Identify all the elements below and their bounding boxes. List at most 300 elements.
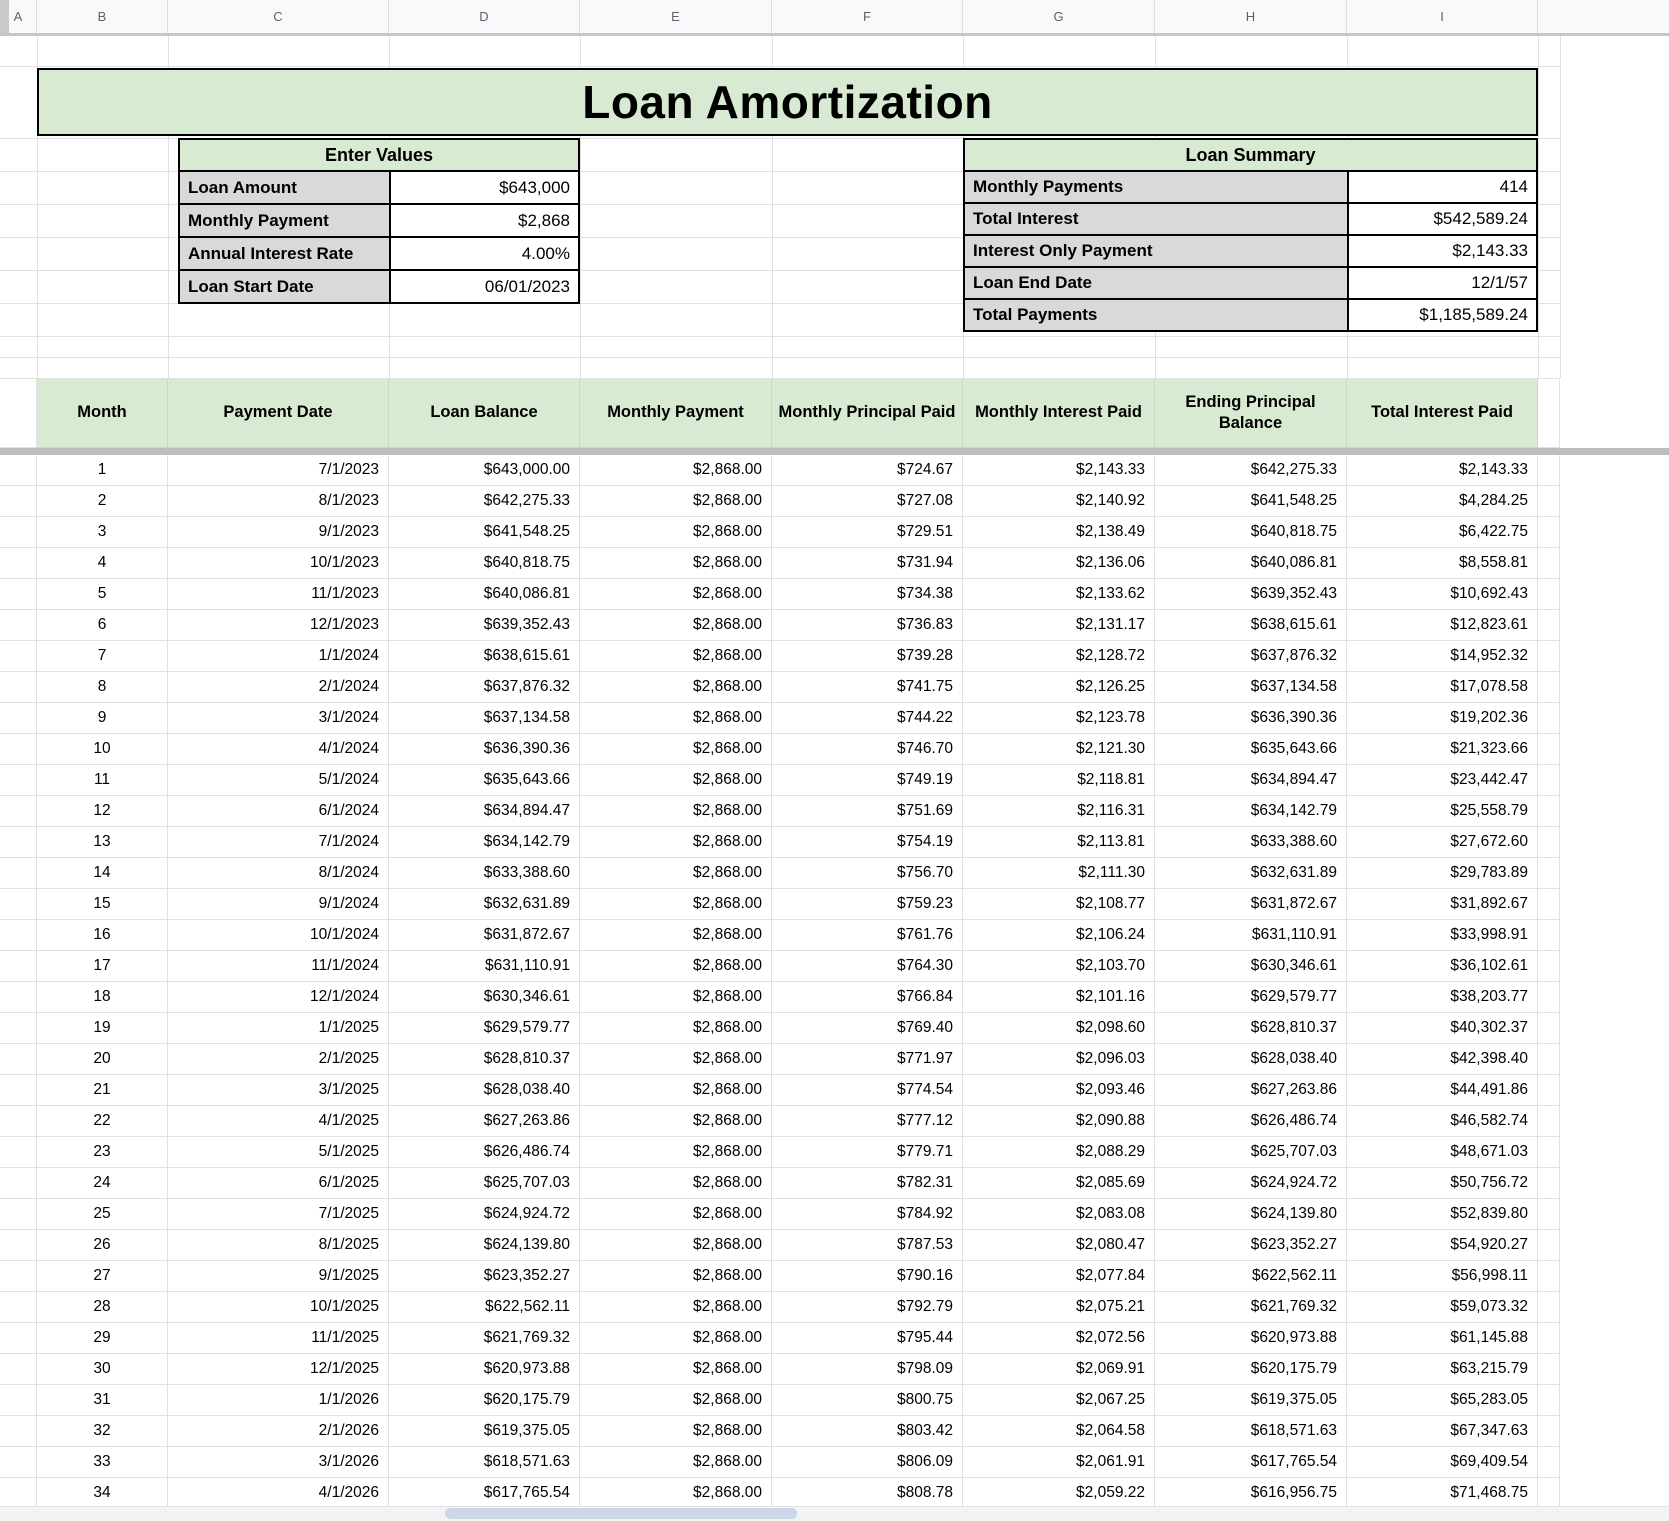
total-interest-paid-cell[interactable]: $33,998.91 bbox=[1347, 920, 1538, 951]
total-payments-label[interactable]: Total Payments bbox=[965, 300, 1349, 330]
monthly-principal-paid-cell[interactable]: $784.92 bbox=[772, 1199, 963, 1230]
month-cell[interactable]: 29 bbox=[37, 1323, 168, 1354]
row-gutter-cell[interactable] bbox=[0, 1044, 37, 1075]
loan-balance-cell[interactable]: $634,142.79 bbox=[389, 827, 580, 858]
payment-date-cell[interactable]: 9/1/2024 bbox=[168, 889, 389, 920]
month-cell[interactable]: 3 bbox=[37, 517, 168, 548]
payment-date-cell[interactable]: 12/1/2024 bbox=[168, 982, 389, 1013]
col-header-monthly-principal-paid[interactable]: Monthly Principal Paid bbox=[772, 379, 963, 448]
payment-date-cell[interactable]: 1/1/2026 bbox=[168, 1385, 389, 1416]
row-filler-cell[interactable] bbox=[1538, 1478, 1560, 1509]
ending-principal-balance-cell[interactable]: $629,579.77 bbox=[1155, 982, 1347, 1013]
monthly-principal-paid-cell[interactable]: $800.75 bbox=[772, 1385, 963, 1416]
loan-balance-cell[interactable]: $643,000.00 bbox=[389, 455, 580, 486]
payment-date-cell[interactable]: 3/1/2024 bbox=[168, 703, 389, 734]
month-cell[interactable]: 21 bbox=[37, 1075, 168, 1106]
month-cell[interactable]: 11 bbox=[37, 765, 168, 796]
total-interest-paid-cell[interactable]: $31,892.67 bbox=[1347, 889, 1538, 920]
row-gutter-cell[interactable] bbox=[0, 672, 37, 703]
monthly-interest-paid-cell[interactable]: $2,118.81 bbox=[963, 765, 1155, 796]
monthly-interest-paid-cell[interactable]: $2,064.58 bbox=[963, 1416, 1155, 1447]
ending-principal-balance-cell[interactable]: $642,275.33 bbox=[1155, 455, 1347, 486]
column-header-I[interactable]: I bbox=[1347, 0, 1538, 33]
monthly-principal-paid-cell[interactable]: $777.12 bbox=[772, 1106, 963, 1137]
loan-balance-cell[interactable]: $635,643.66 bbox=[389, 765, 580, 796]
loan-balance-cell[interactable]: $624,924.72 bbox=[389, 1199, 580, 1230]
ending-principal-balance-cell[interactable]: $628,038.40 bbox=[1155, 1044, 1347, 1075]
loan-balance-cell[interactable]: $640,818.75 bbox=[389, 548, 580, 579]
total-interest-paid-cell[interactable]: $40,302.37 bbox=[1347, 1013, 1538, 1044]
monthly-interest-paid-cell[interactable]: $2,098.60 bbox=[963, 1013, 1155, 1044]
monthly-payment-cell[interactable]: $2,868.00 bbox=[580, 703, 772, 734]
total-interest-paid-cell[interactable]: $63,215.79 bbox=[1347, 1354, 1538, 1385]
total-interest-paid-cell[interactable]: $6,422.75 bbox=[1347, 517, 1538, 548]
row-filler-cell[interactable] bbox=[1538, 734, 1560, 765]
monthly-interest-paid-cell[interactable]: $2,143.33 bbox=[963, 455, 1155, 486]
row-filler-cell[interactable] bbox=[1538, 579, 1560, 610]
total-interest-paid-cell[interactable]: $8,558.81 bbox=[1347, 548, 1538, 579]
total-interest-paid-cell[interactable]: $4,284.25 bbox=[1347, 486, 1538, 517]
monthly-payment-cell[interactable]: $2,868.00 bbox=[580, 734, 772, 765]
month-cell[interactable]: 25 bbox=[37, 1199, 168, 1230]
loan-summary-header[interactable]: Loan Summary bbox=[965, 140, 1536, 172]
monthly-payment-cell[interactable]: $2,868.00 bbox=[580, 920, 772, 951]
loan-balance-cell[interactable]: $640,086.81 bbox=[389, 579, 580, 610]
month-cell[interactable]: 14 bbox=[37, 858, 168, 889]
col-header-ending-principal-balance[interactable]: Ending Principal Balance bbox=[1155, 379, 1347, 448]
ending-principal-balance-cell[interactable]: $624,924.72 bbox=[1155, 1168, 1347, 1199]
monthly-payment-cell[interactable]: $2,868.00 bbox=[580, 579, 772, 610]
monthly-principal-paid-cell[interactable]: $782.31 bbox=[772, 1168, 963, 1199]
ending-principal-balance-cell[interactable]: $640,818.75 bbox=[1155, 517, 1347, 548]
ending-principal-balance-cell[interactable]: $636,390.36 bbox=[1155, 703, 1347, 734]
ending-principal-balance-cell[interactable]: $634,894.47 bbox=[1155, 765, 1347, 796]
monthly-payment-cell[interactable]: $2,868.00 bbox=[580, 1230, 772, 1261]
row-filler-cell[interactable] bbox=[1538, 1106, 1560, 1137]
row-gutter-cell[interactable] bbox=[0, 455, 37, 486]
monthly-principal-paid-cell[interactable]: $806.09 bbox=[772, 1447, 963, 1478]
payment-date-cell[interactable]: 5/1/2024 bbox=[168, 765, 389, 796]
payment-date-cell[interactable]: 9/1/2023 bbox=[168, 517, 389, 548]
payment-date-cell[interactable]: 1/1/2024 bbox=[168, 641, 389, 672]
row-gutter-cell[interactable] bbox=[0, 1075, 37, 1106]
monthly-interest-paid-cell[interactable]: $2,101.16 bbox=[963, 982, 1155, 1013]
loan-balance-cell[interactable]: $634,894.47 bbox=[389, 796, 580, 827]
row-filler-cell[interactable] bbox=[1538, 889, 1560, 920]
row-gutter-cell[interactable] bbox=[0, 1447, 37, 1478]
payment-date-cell[interactable]: 12/1/2023 bbox=[168, 610, 389, 641]
total-interest-paid-cell[interactable]: $69,409.54 bbox=[1347, 1447, 1538, 1478]
loan-balance-cell[interactable]: $618,571.63 bbox=[389, 1447, 580, 1478]
monthly-principal-paid-cell[interactable]: $787.53 bbox=[772, 1230, 963, 1261]
column-header-D[interactable]: D bbox=[389, 0, 580, 33]
payment-date-cell[interactable]: 4/1/2026 bbox=[168, 1478, 389, 1509]
monthly-payment-cell[interactable]: $2,868.00 bbox=[580, 1416, 772, 1447]
loan-balance-cell[interactable]: $631,872.67 bbox=[389, 920, 580, 951]
loan-balance-cell[interactable]: $625,707.03 bbox=[389, 1168, 580, 1199]
loan-balance-cell[interactable]: $630,346.61 bbox=[389, 982, 580, 1013]
monthly-payment-cell[interactable]: $2,868.00 bbox=[580, 827, 772, 858]
monthly-interest-paid-cell[interactable]: $2,077.84 bbox=[963, 1261, 1155, 1292]
month-cell[interactable]: 9 bbox=[37, 703, 168, 734]
loan-balance-cell[interactable]: $626,486.74 bbox=[389, 1137, 580, 1168]
total-interest-value[interactable]: $542,589.24 bbox=[1433, 209, 1528, 228]
row-filler-cell[interactable] bbox=[1538, 703, 1560, 734]
row-gutter-cell[interactable] bbox=[0, 486, 37, 517]
monthly-payment-label[interactable]: Monthly Payment bbox=[180, 205, 391, 236]
col-header-total-interest-paid[interactable]: Total Interest Paid bbox=[1347, 379, 1538, 448]
ending-principal-balance-cell[interactable]: $625,707.03 bbox=[1155, 1137, 1347, 1168]
monthly-interest-paid-cell[interactable]: $2,088.29 bbox=[963, 1137, 1155, 1168]
row-gutter-cell[interactable] bbox=[0, 548, 37, 579]
ending-principal-balance-cell[interactable]: $632,631.89 bbox=[1155, 858, 1347, 889]
payment-date-cell[interactable]: 10/1/2024 bbox=[168, 920, 389, 951]
total-interest-paid-cell[interactable]: $29,783.89 bbox=[1347, 858, 1538, 889]
loan-balance-cell[interactable]: $638,615.61 bbox=[389, 641, 580, 672]
loan-balance-cell[interactable]: $624,139.80 bbox=[389, 1230, 580, 1261]
loan-balance-cell[interactable]: $629,579.77 bbox=[389, 1013, 580, 1044]
row-gutter-cell[interactable] bbox=[0, 1478, 37, 1509]
monthly-principal-paid-cell[interactable]: $749.19 bbox=[772, 765, 963, 796]
monthly-interest-paid-cell[interactable]: $2,090.88 bbox=[963, 1106, 1155, 1137]
row-filler-cell[interactable] bbox=[1538, 982, 1560, 1013]
loan-balance-cell[interactable]: $641,548.25 bbox=[389, 517, 580, 548]
loan-balance-cell[interactable]: $637,134.58 bbox=[389, 703, 580, 734]
row-filler-cell[interactable] bbox=[1538, 1447, 1560, 1478]
column-header-A[interactable]: A bbox=[0, 0, 37, 33]
total-interest-paid-cell[interactable]: $44,491.86 bbox=[1347, 1075, 1538, 1106]
monthly-payment-value[interactable]: $2,868 bbox=[518, 210, 570, 230]
monthly-interest-paid-cell[interactable]: $2,072.56 bbox=[963, 1323, 1155, 1354]
row-gutter-cell[interactable] bbox=[0, 641, 37, 672]
monthly-interest-paid-cell[interactable]: $2,140.92 bbox=[963, 486, 1155, 517]
monthly-interest-paid-cell[interactable]: $2,093.46 bbox=[963, 1075, 1155, 1106]
monthly-interest-paid-cell[interactable]: $2,113.81 bbox=[963, 827, 1155, 858]
row-gutter-cell[interactable] bbox=[0, 982, 37, 1013]
row-filler-cell[interactable] bbox=[1538, 1261, 1560, 1292]
row-filler-cell[interactable] bbox=[1538, 765, 1560, 796]
monthly-principal-paid-cell[interactable]: $798.09 bbox=[772, 1354, 963, 1385]
payment-date-cell[interactable]: 2/1/2026 bbox=[168, 1416, 389, 1447]
loan-amount-value[interactable]: $643,000 bbox=[499, 177, 570, 197]
monthly-principal-paid-cell[interactable]: $779.71 bbox=[772, 1137, 963, 1168]
total-interest-paid-cell[interactable]: $65,283.05 bbox=[1347, 1385, 1538, 1416]
ending-principal-balance-cell[interactable]: $623,352.27 bbox=[1155, 1230, 1347, 1261]
ending-principal-balance-cell[interactable]: $618,571.63 bbox=[1155, 1416, 1347, 1447]
row-gutter-cell[interactable] bbox=[0, 1385, 37, 1416]
total-interest-paid-cell[interactable]: $42,398.40 bbox=[1347, 1044, 1538, 1075]
total-interest-paid-cell[interactable]: $61,145.88 bbox=[1347, 1323, 1538, 1354]
total-interest-label[interactable]: Total Interest bbox=[965, 204, 1349, 234]
loan-balance-cell[interactable]: $620,175.79 bbox=[389, 1385, 580, 1416]
monthly-payment-cell[interactable]: $2,868.00 bbox=[580, 641, 772, 672]
month-cell[interactable]: 33 bbox=[37, 1447, 168, 1478]
ending-principal-balance-cell[interactable]: $617,765.54 bbox=[1155, 1447, 1347, 1478]
monthly-interest-paid-cell[interactable]: $2,121.30 bbox=[963, 734, 1155, 765]
monthly-principal-paid-cell[interactable]: $761.76 bbox=[772, 920, 963, 951]
monthly-payment-cell[interactable]: $2,868.00 bbox=[580, 1478, 772, 1509]
ending-principal-balance-cell[interactable]: $626,486.74 bbox=[1155, 1106, 1347, 1137]
row-filler-cell[interactable] bbox=[1538, 1075, 1560, 1106]
payment-date-cell[interactable]: 7/1/2023 bbox=[168, 455, 389, 486]
payment-date-cell[interactable]: 4/1/2025 bbox=[168, 1106, 389, 1137]
monthly-payment-cell[interactable]: $2,868.00 bbox=[580, 982, 772, 1013]
monthly-principal-paid-cell[interactable]: $731.94 bbox=[772, 548, 963, 579]
monthly-payment-cell[interactable]: $2,868.00 bbox=[580, 1044, 772, 1075]
total-interest-paid-cell[interactable]: $54,920.27 bbox=[1347, 1230, 1538, 1261]
annual-interest-rate-value[interactable]: 4.00% bbox=[521, 243, 570, 263]
horizontal-scrollbar-thumb[interactable] bbox=[445, 1508, 797, 1519]
row-filler-cell[interactable] bbox=[1538, 1354, 1560, 1385]
monthly-interest-paid-cell[interactable]: $2,138.49 bbox=[963, 517, 1155, 548]
monthly-payment-cell[interactable]: $2,868.00 bbox=[580, 765, 772, 796]
horizontal-scrollbar-track[interactable] bbox=[0, 1506, 1669, 1521]
col-header-monthly-interest-paid[interactable]: Monthly Interest Paid bbox=[963, 379, 1155, 448]
row-filler-cell[interactable] bbox=[1538, 1137, 1560, 1168]
row-filler-cell[interactable] bbox=[1538, 641, 1560, 672]
month-cell[interactable]: 16 bbox=[37, 920, 168, 951]
total-interest-paid-cell[interactable]: $21,323.66 bbox=[1347, 734, 1538, 765]
monthly-interest-paid-cell[interactable]: $2,059.22 bbox=[963, 1478, 1155, 1509]
monthly-interest-paid-cell[interactable]: $2,096.03 bbox=[963, 1044, 1155, 1075]
payment-date-cell[interactable]: 5/1/2025 bbox=[168, 1137, 389, 1168]
col-header-loan-balance[interactable]: Loan Balance bbox=[389, 379, 580, 448]
row-gutter-cell[interactable] bbox=[0, 579, 37, 610]
column-header-E[interactable]: E bbox=[580, 0, 772, 33]
row-filler-cell[interactable] bbox=[1538, 858, 1560, 889]
row-gutter-cell[interactable] bbox=[0, 517, 37, 548]
row-filler-cell[interactable] bbox=[1538, 517, 1560, 548]
row-gutter-cell[interactable] bbox=[0, 827, 37, 858]
annual-interest-rate-label[interactable]: Annual Interest Rate bbox=[180, 238, 391, 269]
column-header-F[interactable]: F bbox=[772, 0, 963, 33]
monthly-interest-paid-cell[interactable]: $2,075.21 bbox=[963, 1292, 1155, 1323]
monthly-payment-cell[interactable]: $2,868.00 bbox=[580, 1075, 772, 1106]
monthly-principal-paid-cell[interactable]: $729.51 bbox=[772, 517, 963, 548]
row-gutter-cell[interactable] bbox=[0, 796, 37, 827]
monthly-interest-paid-cell[interactable]: $2,085.69 bbox=[963, 1168, 1155, 1199]
monthly-payment-cell[interactable]: $2,868.00 bbox=[580, 1292, 772, 1323]
month-cell[interactable]: 13 bbox=[37, 827, 168, 858]
row-gutter-cell[interactable] bbox=[0, 1106, 37, 1137]
row-gutter-cell[interactable] bbox=[0, 920, 37, 951]
payment-date-cell[interactable]: 7/1/2024 bbox=[168, 827, 389, 858]
payment-date-cell[interactable]: 1/1/2025 bbox=[168, 1013, 389, 1044]
monthly-payment-cell[interactable]: $2,868.00 bbox=[580, 1354, 772, 1385]
total-interest-paid-cell[interactable]: $36,102.61 bbox=[1347, 951, 1538, 982]
row-filler-cell[interactable] bbox=[1538, 548, 1560, 579]
total-interest-paid-cell[interactable]: $2,143.33 bbox=[1347, 455, 1538, 486]
total-interest-paid-cell[interactable]: $17,078.58 bbox=[1347, 672, 1538, 703]
monthly-interest-paid-cell[interactable]: $2,080.47 bbox=[963, 1230, 1155, 1261]
loan-start-date-label[interactable]: Loan Start Date bbox=[180, 271, 391, 302]
total-interest-paid-cell[interactable]: $52,839.80 bbox=[1347, 1199, 1538, 1230]
row-filler-cell[interactable] bbox=[1538, 796, 1560, 827]
monthly-principal-paid-cell[interactable]: $766.84 bbox=[772, 982, 963, 1013]
row-filler-cell[interactable] bbox=[1538, 827, 1560, 858]
monthly-principal-paid-cell[interactable]: $759.23 bbox=[772, 889, 963, 920]
loan-balance-cell[interactable]: $628,810.37 bbox=[389, 1044, 580, 1075]
monthly-payment-cell[interactable]: $2,868.00 bbox=[580, 951, 772, 982]
payment-date-cell[interactable]: 11/1/2023 bbox=[168, 579, 389, 610]
col-header-month[interactable]: Month bbox=[37, 379, 168, 448]
interest-only-payment-value[interactable]: $2,143.33 bbox=[1452, 241, 1528, 260]
row-gutter-cell[interactable] bbox=[0, 1230, 37, 1261]
row-filler-cell[interactable] bbox=[1538, 951, 1560, 982]
payment-date-cell[interactable]: 8/1/2024 bbox=[168, 858, 389, 889]
monthly-payment-cell[interactable]: $2,868.00 bbox=[580, 1137, 772, 1168]
monthly-principal-paid-cell[interactable]: $724.67 bbox=[772, 455, 963, 486]
month-cell[interactable]: 15 bbox=[37, 889, 168, 920]
payment-date-cell[interactable]: 3/1/2025 bbox=[168, 1075, 389, 1106]
monthly-payment-cell[interactable]: $2,868.00 bbox=[580, 455, 772, 486]
loan-balance-cell[interactable]: $621,769.32 bbox=[389, 1323, 580, 1354]
payment-date-cell[interactable]: 11/1/2024 bbox=[168, 951, 389, 982]
payment-date-cell[interactable]: 9/1/2025 bbox=[168, 1261, 389, 1292]
total-payments-value[interactable]: $1,185,589.24 bbox=[1419, 305, 1528, 324]
monthly-interest-paid-cell[interactable]: $2,131.17 bbox=[963, 610, 1155, 641]
row-gutter-cell[interactable] bbox=[0, 1416, 37, 1447]
monthly-interest-paid-cell[interactable]: $2,123.78 bbox=[963, 703, 1155, 734]
row-filler-cell[interactable] bbox=[1538, 920, 1560, 951]
ending-principal-balance-cell[interactable]: $620,973.88 bbox=[1155, 1323, 1347, 1354]
row-gutter-cell[interactable] bbox=[0, 1168, 37, 1199]
monthly-principal-paid-cell[interactable]: $756.70 bbox=[772, 858, 963, 889]
ending-principal-balance-cell[interactable]: $631,110.91 bbox=[1155, 920, 1347, 951]
col-header-monthly-payment[interactable]: Monthly Payment bbox=[580, 379, 772, 448]
row-filler-cell[interactable] bbox=[1538, 1292, 1560, 1323]
row-filler-cell[interactable] bbox=[1538, 1199, 1560, 1230]
total-interest-paid-cell[interactable]: $56,998.11 bbox=[1347, 1261, 1538, 1292]
column-header-B[interactable]: B bbox=[37, 0, 168, 33]
payment-date-cell[interactable]: 3/1/2026 bbox=[168, 1447, 389, 1478]
row-gutter-cell[interactable] bbox=[0, 1137, 37, 1168]
payment-date-cell[interactable]: 4/1/2024 bbox=[168, 734, 389, 765]
month-cell[interactable]: 22 bbox=[37, 1106, 168, 1137]
row-gutter-cell[interactable] bbox=[0, 765, 37, 796]
row-gutter-cell[interactable] bbox=[0, 1292, 37, 1323]
loan-amount-label[interactable]: Loan Amount bbox=[180, 172, 391, 203]
ending-principal-balance-cell[interactable]: $631,872.67 bbox=[1155, 889, 1347, 920]
ending-principal-balance-cell[interactable]: $628,810.37 bbox=[1155, 1013, 1347, 1044]
monthly-principal-paid-cell[interactable]: $774.54 bbox=[772, 1075, 963, 1106]
row-filler-cell[interactable] bbox=[1538, 672, 1560, 703]
row-filler-cell[interactable] bbox=[1538, 1416, 1560, 1447]
column-header-G[interactable]: G bbox=[963, 0, 1155, 33]
month-cell[interactable]: 28 bbox=[37, 1292, 168, 1323]
monthly-payment-cell[interactable]: $2,868.00 bbox=[580, 672, 772, 703]
ending-principal-balance-cell[interactable]: $630,346.61 bbox=[1155, 951, 1347, 982]
month-cell[interactable]: 30 bbox=[37, 1354, 168, 1385]
ending-principal-balance-cell[interactable]: $620,175.79 bbox=[1155, 1354, 1347, 1385]
monthly-interest-paid-cell[interactable]: $2,061.91 bbox=[963, 1447, 1155, 1478]
month-cell[interactable]: 20 bbox=[37, 1044, 168, 1075]
total-interest-paid-cell[interactable]: $14,952.32 bbox=[1347, 641, 1538, 672]
monthly-payment-cell[interactable]: $2,868.00 bbox=[580, 1385, 772, 1416]
monthly-interest-paid-cell[interactable]: $2,108.77 bbox=[963, 889, 1155, 920]
monthly-principal-paid-cell[interactable]: $736.83 bbox=[772, 610, 963, 641]
loan-balance-cell[interactable]: $628,038.40 bbox=[389, 1075, 580, 1106]
month-cell[interactable]: 2 bbox=[37, 486, 168, 517]
payment-date-cell[interactable]: 8/1/2023 bbox=[168, 486, 389, 517]
row-gutter-cell[interactable] bbox=[0, 610, 37, 641]
row-filler-cell[interactable] bbox=[1538, 1230, 1560, 1261]
total-interest-paid-cell[interactable]: $59,073.32 bbox=[1347, 1292, 1538, 1323]
payment-date-cell[interactable]: 11/1/2025 bbox=[168, 1323, 389, 1354]
monthly-payment-cell[interactable]: $2,868.00 bbox=[580, 1013, 772, 1044]
row-gutter-cell[interactable] bbox=[0, 703, 37, 734]
row-gutter-cell[interactable] bbox=[0, 734, 37, 765]
column-header-H[interactable]: H bbox=[1155, 0, 1347, 33]
monthly-principal-paid-cell[interactable]: $803.42 bbox=[772, 1416, 963, 1447]
month-cell[interactable]: 19 bbox=[37, 1013, 168, 1044]
monthly-interest-paid-cell[interactable]: $2,136.06 bbox=[963, 548, 1155, 579]
row-filler-cell[interactable] bbox=[1538, 486, 1560, 517]
payment-date-cell[interactable]: 8/1/2025 bbox=[168, 1230, 389, 1261]
monthly-interest-paid-cell[interactable]: $2,116.31 bbox=[963, 796, 1155, 827]
monthly-principal-paid-cell[interactable]: $769.40 bbox=[772, 1013, 963, 1044]
row-filler-cell[interactable] bbox=[1538, 455, 1560, 486]
row-gutter-cell[interactable] bbox=[0, 1323, 37, 1354]
row-gutter-cell[interactable] bbox=[0, 858, 37, 889]
total-interest-paid-cell[interactable]: $67,347.63 bbox=[1347, 1416, 1538, 1447]
month-cell[interactable]: 5 bbox=[37, 579, 168, 610]
month-cell[interactable]: 34 bbox=[37, 1478, 168, 1509]
month-cell[interactable]: 17 bbox=[37, 951, 168, 982]
monthly-principal-paid-cell[interactable]: $751.69 bbox=[772, 796, 963, 827]
enter-values-header[interactable]: Enter Values bbox=[180, 140, 578, 172]
loan-balance-cell[interactable]: $636,390.36 bbox=[389, 734, 580, 765]
ending-principal-balance-cell[interactable]: $621,769.32 bbox=[1155, 1292, 1347, 1323]
interest-only-payment-label[interactable]: Interest Only Payment bbox=[965, 236, 1349, 266]
payment-date-cell[interactable]: 7/1/2025 bbox=[168, 1199, 389, 1230]
row-gutter-cell[interactable] bbox=[0, 889, 37, 920]
loan-balance-cell[interactable]: $623,352.27 bbox=[389, 1261, 580, 1292]
total-interest-paid-cell[interactable]: $46,582.74 bbox=[1347, 1106, 1538, 1137]
loan-balance-cell[interactable]: $622,562.11 bbox=[389, 1292, 580, 1323]
loan-end-date-value[interactable]: 12/1/57 bbox=[1471, 273, 1528, 292]
monthly-payment-cell[interactable]: $2,868.00 bbox=[580, 889, 772, 920]
ending-principal-balance-cell[interactable]: $637,134.58 bbox=[1155, 672, 1347, 703]
row-filler-cell[interactable] bbox=[1538, 1013, 1560, 1044]
total-interest-paid-cell[interactable]: $71,468.75 bbox=[1347, 1478, 1538, 1509]
loan-balance-cell[interactable]: $619,375.05 bbox=[389, 1416, 580, 1447]
month-cell[interactable]: 6 bbox=[37, 610, 168, 641]
loan-balance-cell[interactable]: $633,388.60 bbox=[389, 858, 580, 889]
monthly-principal-paid-cell[interactable]: $739.28 bbox=[772, 641, 963, 672]
monthly-interest-paid-cell[interactable]: $2,067.25 bbox=[963, 1385, 1155, 1416]
monthly-interest-paid-cell[interactable]: $2,111.30 bbox=[963, 858, 1155, 889]
ending-principal-balance-cell[interactable]: $641,548.25 bbox=[1155, 486, 1347, 517]
loan-balance-cell[interactable]: $637,876.32 bbox=[389, 672, 580, 703]
payment-date-cell[interactable]: 2/1/2025 bbox=[168, 1044, 389, 1075]
ending-principal-balance-cell[interactable]: $619,375.05 bbox=[1155, 1385, 1347, 1416]
monthly-payment-cell[interactable]: $2,868.00 bbox=[580, 796, 772, 827]
row-gutter-cell[interactable] bbox=[0, 1261, 37, 1292]
month-cell[interactable]: 1 bbox=[37, 455, 168, 486]
row-filler-cell[interactable] bbox=[1538, 1323, 1560, 1354]
month-cell[interactable]: 18 bbox=[37, 982, 168, 1013]
monthly-payments-label[interactable]: Monthly Payments bbox=[965, 172, 1349, 202]
total-interest-paid-cell[interactable]: $10,692.43 bbox=[1347, 579, 1538, 610]
loan-balance-cell[interactable]: $617,765.54 bbox=[389, 1478, 580, 1509]
loan-start-date-value[interactable]: 06/01/2023 bbox=[484, 276, 570, 296]
payment-date-cell[interactable]: 2/1/2024 bbox=[168, 672, 389, 703]
row-filler-cell[interactable] bbox=[1538, 1044, 1560, 1075]
month-cell[interactable]: 32 bbox=[37, 1416, 168, 1447]
monthly-interest-paid-cell[interactable]: $2,126.25 bbox=[963, 672, 1155, 703]
row-filler-cell[interactable] bbox=[1538, 1385, 1560, 1416]
